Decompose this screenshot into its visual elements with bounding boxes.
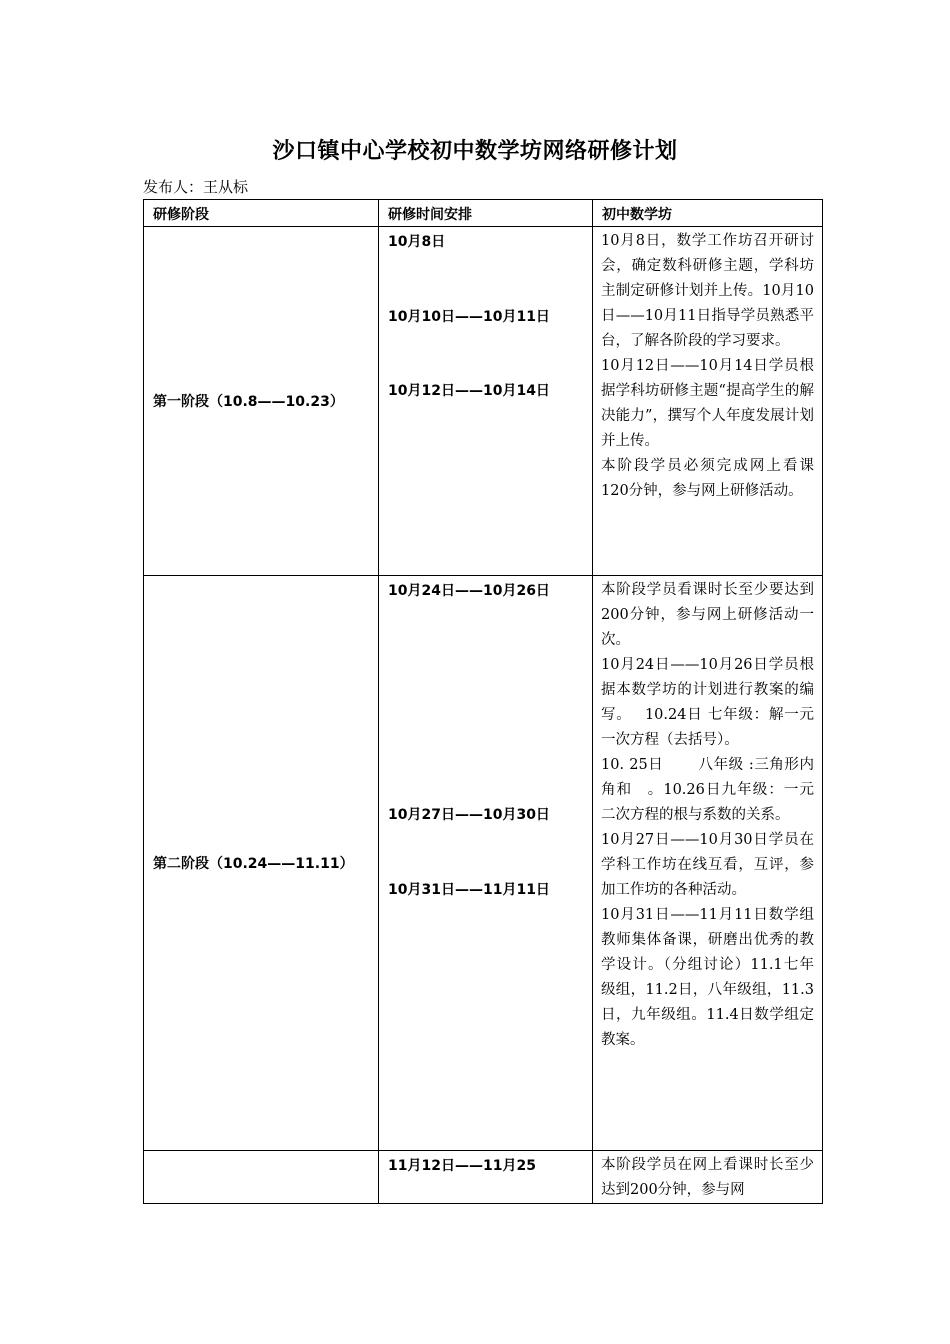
time-entry: 11月12日——11月25 [388,1158,536,1174]
time-entry: 10月12日——10月14日 [388,383,550,399]
time-cell [379,576,593,1151]
description-paragraph: 10月8日，数学工作坊召开研讨会，确定数科研修主题，学科坊主制定研修计划并上传。10月10日——10月11日指导学员熟悉平台，了解各阶段的学习要求。 [601,233,814,349]
description-paragraph: 10月12日——10月14日学员根据学科坊研修主题“提高学生的解决能力”，撰写个人年度发展计划并上传。 [601,358,814,449]
page-title: 沙口镇中心学校初中数学坊网络研修计划 [272,138,678,164]
time-entry: 10月10日——10月11日 [388,309,550,325]
publisher-line: 发布人：王从标 [143,178,249,196]
table-row [144,227,823,576]
description-paragraph: 10月24日——10月26日学员根据本数学坊的计划进行教案的编写。 10.24日 七年级：解一元一次方程（去括号）。 [601,657,814,748]
time-cell [379,1151,593,1204]
stage-cell: 第一阶段（10.8——10.23） [144,227,379,576]
description-paragraph: 本阶段学员在网上看课时长至少达到200分钟，参与网 [601,1157,814,1198]
workshop-cell [593,227,823,576]
time-entry: 10月24日——10月26日 [388,583,550,599]
study-plan-table [143,199,823,1204]
stage-cell [144,1151,379,1204]
header-stage: 研修阶段 [144,200,379,227]
header-workshop: 初中数学坊 [593,200,823,227]
header-row [144,200,823,227]
time-cell [379,227,593,576]
table-row [144,1151,823,1204]
time-entry: 10月31日——11月11日 [388,882,550,898]
description-paragraph: 10月31日——11月11日数学组教师集体备课，研磨出优秀的教学设计。（分组讨论）11.1七年级组，11.2日，八年级组，11.3日，九年级组。11.4日数学组定教案。 [601,907,814,1048]
description-paragraph: 10. 25日 八年级 :三角形内角和 。10.26日九年级：一元二次方程的根与系数的关系。 [601,757,814,823]
stage-cell: 第二阶段（10.24——11.11） [144,576,379,1151]
description-paragraph: 本阶段学员看课时长至少要达到200分钟，参与网上研修活动一次。 [601,582,814,648]
time-entry: 10月27日——10月30日 [388,807,550,823]
table-row [144,576,823,1151]
time-entry: 10月8日 [388,234,446,250]
header-time: 研修时间安排 [379,200,593,227]
description-paragraph: 本阶段学员必须完成网上看课120分钟，参与网上研修活动。 [601,458,814,499]
workshop-cell [593,576,823,1151]
workshop-cell [593,1151,823,1204]
description-paragraph: 10月27日——10月30日学员在学科工作坊在线互看，互评，参加工作坊的各种活动。 [601,832,814,898]
